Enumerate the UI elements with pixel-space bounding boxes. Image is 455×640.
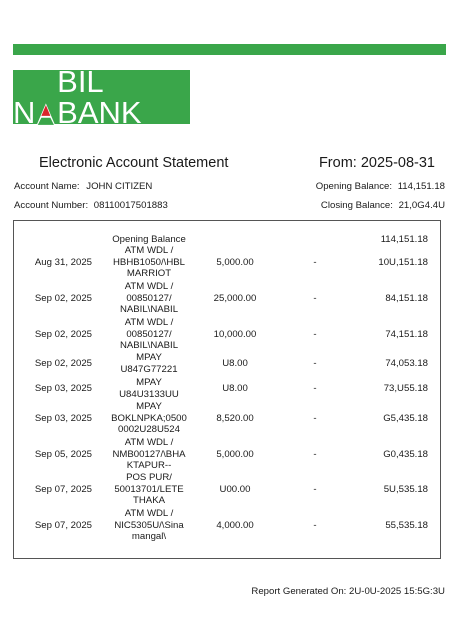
- description-line: ATM WDL /: [124, 245, 174, 256]
- description-line: 0002U28U524: [118, 424, 180, 436]
- description-line: NMB00127/\BHA: [112, 448, 186, 460]
- description-line: ATM WDL /: [124, 317, 174, 328]
- transaction-credit: -: [313, 256, 317, 268]
- transaction-credit: -: [313, 519, 317, 531]
- statement-from-date: From: 2025-08-31: [318, 155, 435, 171]
- description-line: NABIL\NABIL: [119, 304, 179, 316]
- description-line: mangal\: [131, 531, 167, 543]
- transaction-balance: 5U,535.18: [383, 483, 428, 495]
- bank-logo: [13, 61, 190, 130]
- transaction-description: [94, 234, 204, 246]
- report-generated: Report Generated On: 2U-0U-2025 15:5G:3U: [251, 586, 445, 597]
- description-line: U847G77221: [120, 363, 178, 375]
- transaction-description: [94, 317, 204, 352]
- description-line: U84U3133UU: [119, 388, 179, 400]
- description-line: BOKLNPKA;0500: [111, 412, 187, 424]
- transaction-debit: 5,000.00: [216, 256, 254, 268]
- transaction-date: Sep 05, 2025: [34, 448, 92, 460]
- transaction-balance: G0,435.18: [383, 448, 428, 460]
- opening-balance-row: [316, 181, 445, 192]
- transaction-date: Sep 07, 2025: [34, 519, 92, 531]
- transaction-balance: 10U,151.18: [378, 256, 428, 268]
- transaction-credit: -: [313, 483, 317, 495]
- description-line: MPAY: [136, 377, 162, 388]
- account-number-label: Account Number:: [14, 200, 89, 211]
- description-line: MPAY: [136, 401, 162, 412]
- logo-a-triangle-icon: [36, 102, 56, 128]
- closing-balance-value: 21,0G4.4U: [398, 200, 445, 211]
- description-line: KTAPUR--: [126, 460, 172, 472]
- transaction-balance: 74,151.18: [385, 328, 428, 340]
- transaction-description: [94, 472, 204, 507]
- opening-balance-value: 114,151.18: [397, 181, 445, 192]
- transaction-debit: U8.00: [222, 382, 248, 394]
- description-line: 50013701/LETE: [114, 483, 184, 495]
- transaction-debit: 10,000.00: [213, 328, 257, 340]
- description-line: POS PUR/: [126, 472, 172, 483]
- description-line: NIC5305U/\Sina: [114, 519, 184, 531]
- transaction-date: Sep 02, 2025: [34, 292, 92, 304]
- transaction-description: [94, 401, 204, 436]
- transaction-credit: -: [313, 382, 317, 394]
- description-line: ATM WDL /: [124, 508, 174, 519]
- transaction-balance: 55,535.18: [385, 519, 428, 531]
- closing-balance-label: Closing Balance:: [320, 200, 393, 211]
- transaction-date: Sep 02, 2025: [34, 328, 92, 340]
- transaction-credit: -: [313, 412, 317, 424]
- transaction-balance: 73,U55.18: [383, 382, 428, 394]
- description-line: Opening Balance: [112, 234, 186, 245]
- transaction-balance: G5,435.18: [383, 412, 428, 424]
- transaction-description: [94, 508, 204, 543]
- account-number-value: 08110017501883: [93, 200, 168, 211]
- opening-balance-label: Opening Balance:: [315, 181, 393, 192]
- transaction-debit: U00.00: [219, 483, 251, 495]
- transaction-date: Sep 03, 2025: [34, 382, 92, 394]
- statement-title: Electronic Account Statement: [39, 155, 229, 171]
- transaction-date: Sep 07, 2025: [34, 483, 92, 495]
- transaction-description: [94, 352, 204, 375]
- transaction-credit: -: [313, 357, 317, 369]
- transaction-date: Aug 31, 2025: [34, 256, 92, 268]
- registered-mark: ®: [183, 61, 190, 71]
- transaction-description: [94, 377, 204, 400]
- transaction-description: [94, 437, 204, 472]
- transaction-credit: -: [313, 328, 317, 340]
- transaction-balance: 114,151.18: [380, 234, 428, 245]
- description-line: ATM WDL /: [124, 281, 174, 292]
- description-line: 00850127/: [126, 328, 172, 340]
- transaction-description: [94, 281, 204, 316]
- transaction-balance: 84,151.18: [385, 292, 428, 304]
- description-line: MARRIOT: [126, 268, 172, 280]
- transaction-date: Sep 02, 2025: [34, 357, 92, 369]
- transaction-credit: -: [313, 448, 317, 460]
- description-line: NABIL\NABIL: [119, 340, 179, 352]
- closing-balance-row: [321, 200, 445, 211]
- transaction-debit: 8,520.00: [216, 412, 254, 424]
- transaction-credit: -: [313, 292, 317, 304]
- logo-text-rest: BIL BANK: [57, 64, 142, 130]
- description-line: THAKA: [133, 495, 165, 507]
- transaction-date: Sep 03, 2025: [34, 412, 92, 424]
- transaction-debit: 5,000.00: [216, 448, 254, 460]
- account-name-row: [14, 181, 152, 192]
- transaction-description: [94, 245, 204, 280]
- description-line: HBHB1050/\HBL: [113, 256, 185, 268]
- transaction-debit: U8.00: [222, 357, 248, 369]
- transaction-debit: 25,000.00: [213, 292, 257, 304]
- logo-letter-n: N: [13, 95, 36, 130]
- header-bar: [13, 44, 446, 55]
- account-name-value: JOHN CITIZEN: [86, 181, 153, 192]
- transaction-balance: 74,053.18: [385, 357, 428, 369]
- account-number-row: [14, 200, 168, 211]
- account-name-label: Account Name:: [14, 181, 80, 192]
- description-line: MPAY: [136, 352, 162, 363]
- description-line: 00850127/: [126, 292, 172, 304]
- transactions-table: [13, 220, 441, 559]
- transaction-debit: 4,000.00: [216, 519, 254, 531]
- description-line: ATM WDL /: [124, 437, 174, 448]
